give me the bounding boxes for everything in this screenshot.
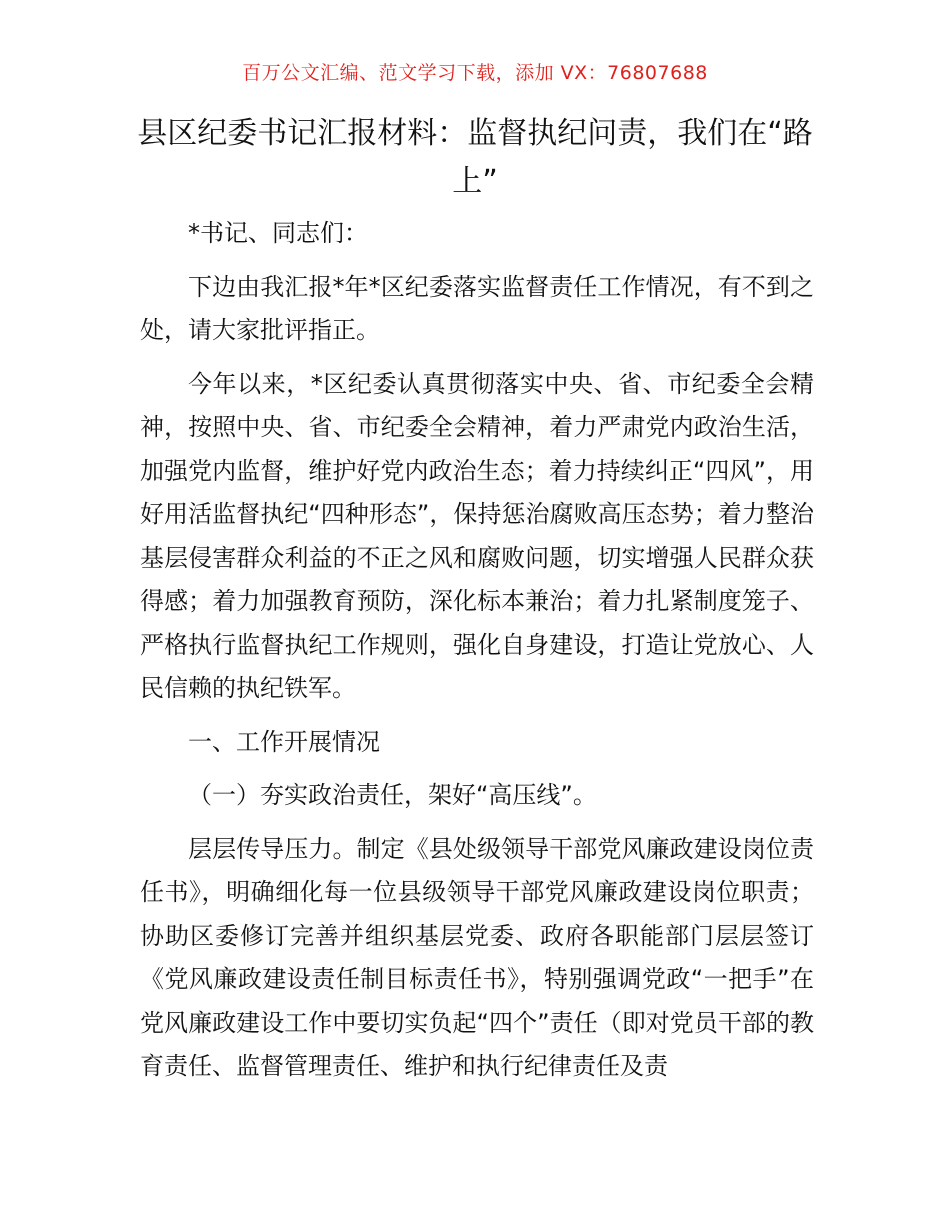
section-heading: 一、工作开展情况 [188, 727, 380, 756]
header-watermark-note: 百万公文汇编、范文学习下载，添加 VX：76807688 [242, 62, 708, 84]
salutation: *书记、同志们： [188, 219, 368, 247]
paragraph-intro: 下边由我汇报*年*区纪委落实监督责任工作情况，有不到之处，请大家批评指正。 [140, 272, 814, 344]
document-title: 县区纪委书记汇报材料：监督执纪问责，我们在“路上” [137, 116, 813, 199]
paragraph-detail: 层层传导压力。制定《县处级领导干部党风廉政建设岗位责任书》，明确细化每一位县级领导干部党风廉政建设岗位职责；协助区委修订完善并组织基层党委、政府各职能部门层层签订《党风廉政建设责任制目标责任书》，特别强调党政“一把手”在党风廉政建设工作中要切实负起“四个”责任（即对党员干部的教育责任、监督管理责任、维护和执行纪律责任及责 [140, 834, 814, 1080]
subsection-heading: （一）夯实政治责任，架好“高压线”。 [188, 781, 597, 809]
paragraph-summary: 今年以来，*区纪委认真贯彻落实中央、省、市纪委全会精神，按照中央、省、市纪委全会精神，着力严肃党内政治生活，加强党内监督，维护好党内政治生态；着力持续纠正“四风”，用好用活监督执纪“四种形态”，保持惩治腐败高压态势；着力整治基层侵害群众利益的不正之风和腐败问题，切实增强人民群众获得感；着力加强教育预防，深化标本兼治；着力扎紧制度笼子、严格执行监督执纪工作规则，强化自身建设，打造让党放心、人民信赖的执纪铁军。 [140, 369, 814, 702]
document-body [140, 212, 814, 1089]
